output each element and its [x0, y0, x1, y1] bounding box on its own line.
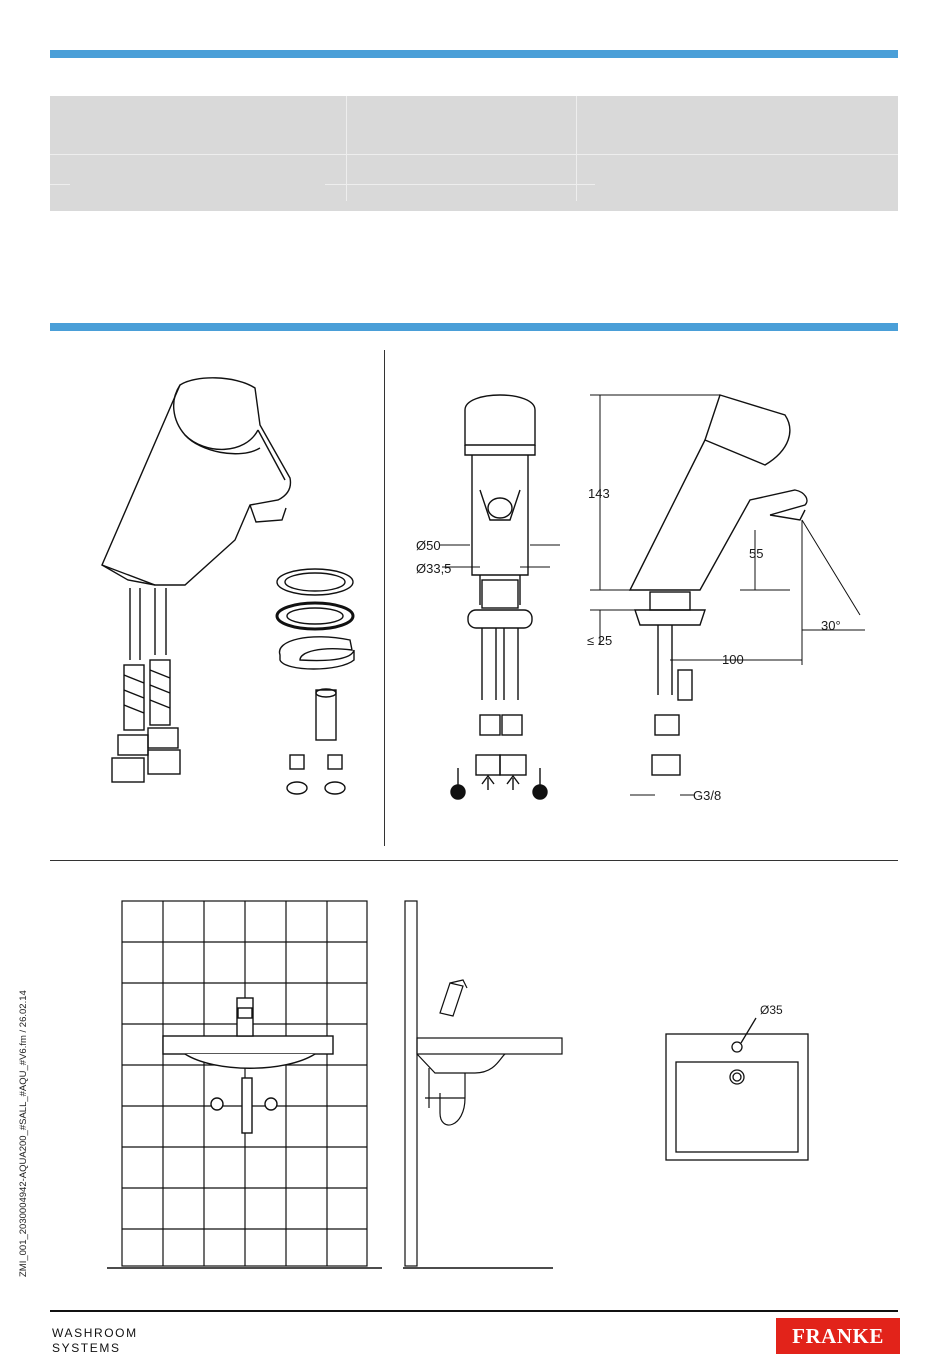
side-view-drawing	[580, 380, 880, 820]
footer-rule	[50, 1310, 898, 1312]
dim-counter-thickness: ≤ 25	[587, 633, 613, 648]
spec-table	[50, 96, 898, 211]
table-row-divider	[325, 184, 595, 185]
footer-line-2: SYSTEMS	[52, 1341, 121, 1355]
table-row-divider	[50, 154, 898, 155]
exploded-view-drawing	[60, 360, 380, 840]
table-row-divider	[50, 184, 70, 185]
header-band-technical	[50, 323, 898, 331]
installation-side-view	[395, 898, 575, 1273]
section-divider-horizontal	[50, 860, 898, 861]
front-view-drawing	[400, 380, 580, 810]
table-col-divider	[576, 96, 577, 201]
table-col-divider	[346, 96, 347, 201]
document-reference: ZMI_001_2030004942-AQUA200_#SALL_#AQU_#V6.fm / 26.02.14	[18, 990, 29, 1277]
dim-height: 143	[588, 486, 610, 501]
basin-top-view	[660, 1000, 820, 1170]
dim-base-diameter: Ø50	[416, 538, 441, 553]
footer-brand-text	[52, 1326, 138, 1356]
dim-shank-diameter: Ø33,5	[416, 561, 452, 576]
footer-line-1: WASHROOM	[52, 1326, 138, 1340]
dim-hole-diameter: Ø35	[760, 1003, 783, 1017]
section-divider-vertical	[384, 350, 385, 846]
dim-reach: 100	[722, 652, 744, 667]
dim-spout-height: 55	[749, 546, 764, 561]
header-band-top	[50, 50, 898, 58]
dim-spray-angle: 30°	[821, 618, 841, 633]
franke-logo: FRANKE	[776, 1318, 900, 1354]
installation-front-view	[105, 898, 385, 1273]
dim-connection: G3/8	[693, 788, 722, 803]
